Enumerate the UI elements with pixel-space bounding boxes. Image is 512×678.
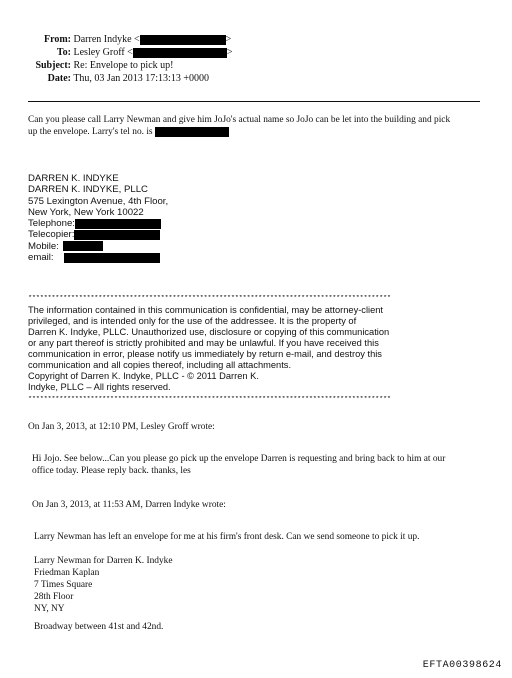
redaction xyxy=(63,241,103,251)
redaction xyxy=(155,127,229,137)
confidentiality-notice: The information contained in this communication is confidential, may be attorney-client privileged, and is intended only for the use of the addressee. It is the property of Darren K. Indyke, PLLC. Unauthorized use, disclosure or copying of this communication or any part thereof is strictly prohibited and may be unlawful. If you have received this communication in error, please notify us immediately by return e-mail, and destroy this communication and all copies thereof, including all attachments. Copyright of Darren K. Indyke, PLLC - © 2011 Darren K. Indyke, PLLC – All rights reserved. xyxy=(28,305,390,392)
redaction xyxy=(140,35,226,45)
quoted-message: Larry Newman has left an envelope for me at his firm's front desk. Can we send someone to pick it up. xyxy=(34,532,420,542)
quoted-message: Hi Jojo. See below...Can you please go pick up the envelope Darren is requesting and bring back to him at our office today. Please reply back. thanks, les xyxy=(32,454,446,476)
date-label: Date: xyxy=(47,73,71,84)
document-id: EFTA00398624 xyxy=(422,660,502,671)
date-row xyxy=(0,72,209,85)
date-value: Thu, 03 Jan 2013 17:13:13 +0000 xyxy=(73,73,209,84)
disclaimer-divider-top: ********************************************************************************************* xyxy=(28,295,391,303)
from-label: From: xyxy=(43,34,71,45)
signature-block: DARREN K. INDYKE DARREN K. INDYKE, PLLC 575 Lexington Avenue, 4th Floor, New York, New York 10022 Telephone: Telecopier: Mobile: email: xyxy=(28,173,169,264)
redaction xyxy=(74,230,160,240)
quoted-signature: Larry Newman for Darren K. Indyke Friedman Kaplan 7 Times Square 28th Floor NY, NY xyxy=(34,556,173,614)
from-row: From: Darren Indyke < > xyxy=(0,33,231,46)
to-label: To: xyxy=(56,47,71,58)
to-value: Lesley Groff < xyxy=(73,47,133,58)
header-divider xyxy=(28,101,480,102)
message-body: Can you please call Larry Newman and give him JoJo's actual name so JoJo can be let into the building and pick up the envelope. Larry's tel no. is xyxy=(28,115,451,137)
quote-attribution: On Jan 3, 2013, at 12:10 PM, Lesley Groff wrote: xyxy=(28,422,215,432)
directions-text: Broadway between 41st and 42nd. xyxy=(34,622,164,632)
redaction xyxy=(75,219,161,229)
from-value: Darren Indyke < xyxy=(73,34,140,45)
disclaimer-divider-bottom: ********************************************************************************************* xyxy=(28,396,391,404)
redaction xyxy=(133,48,227,58)
redaction xyxy=(64,253,160,263)
subject-value: Re: Envelope to pick up! xyxy=(73,60,174,71)
quote-attribution: On Jan 3, 2013, at 11:53 AM, Darren Indyke wrote: xyxy=(32,500,226,510)
to-row: To: Lesley Groff < > xyxy=(0,46,232,59)
subject-label: Subject: xyxy=(35,60,71,71)
subject-row xyxy=(0,59,173,72)
